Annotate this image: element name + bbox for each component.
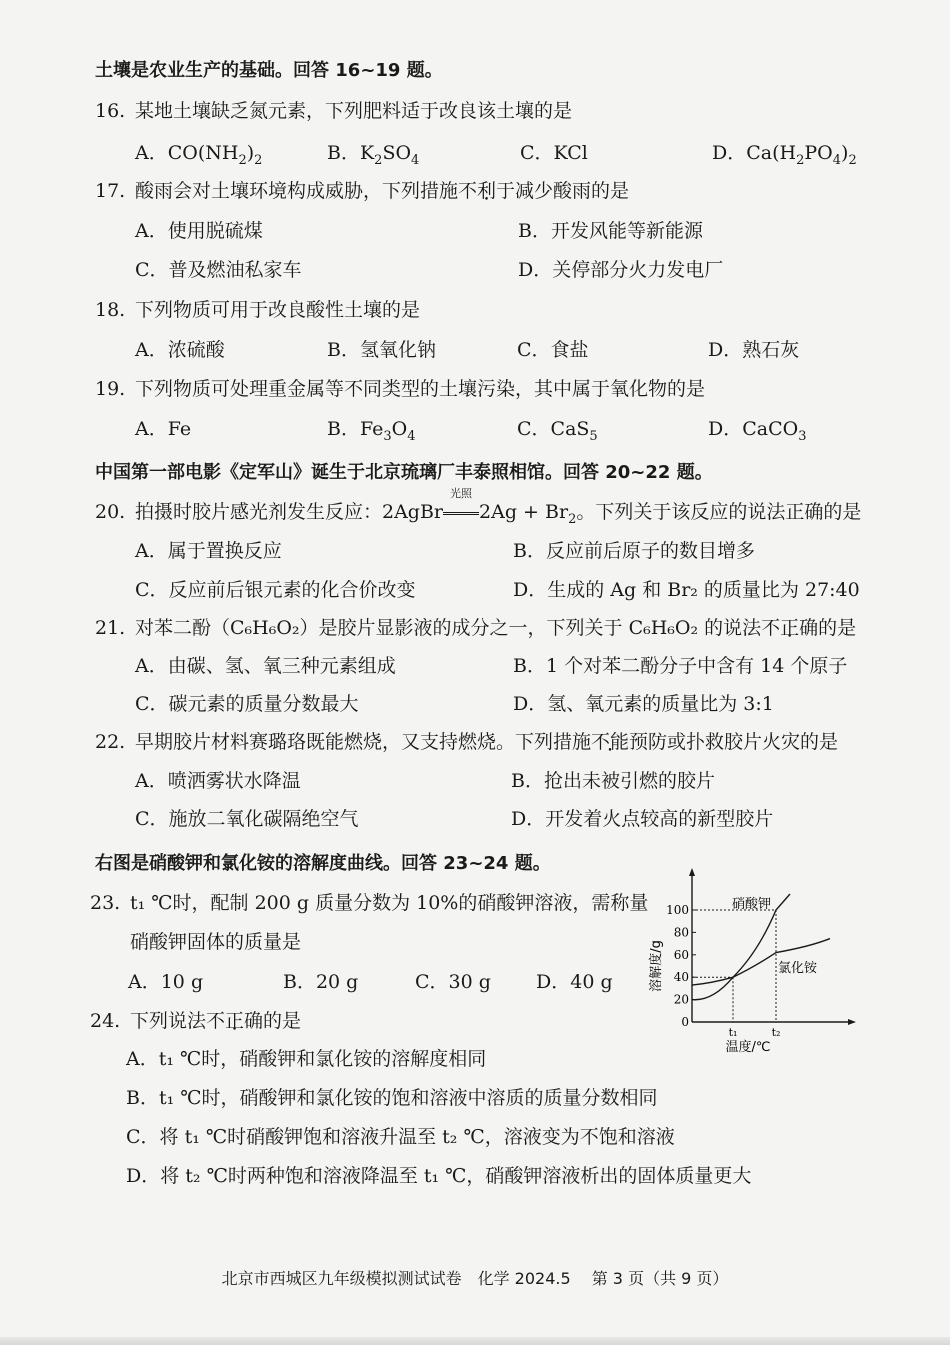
question-stem-post: 预防或扑救胶片火灾的是 — [629, 731, 839, 753]
q24-option-d: D．将 t₂ ℃时两种饱和溶液降温至 t₁ ℃，硝酸钾溶液析出的固体质量更大 — [126, 1165, 752, 1187]
emphasis-text: 不利于 — [458, 180, 516, 202]
q18-option-d: D．熟石灰 — [708, 339, 800, 361]
q16-option-d: D．$Ca(H_2PO_4)_2$ — [712, 142, 857, 168]
page-footer: 北京市西城区九年级模拟测试试卷 化学 2024.5 第 3 页（共 9 页） — [221, 1269, 729, 1288]
q23-option-d: D．40 g — [536, 971, 613, 993]
q17-option-c: C．普及燃油私家车 — [135, 259, 302, 281]
y-tick-label: 60 — [673, 947, 689, 962]
question-stem-tail: 。下列关于该反应的说法正确的是 — [576, 501, 862, 523]
q17-option-b: B．开发风能等新能源 — [518, 220, 703, 242]
q16-option-c: C．KCl — [520, 142, 588, 164]
reaction-products: 2Ag + Br — [479, 501, 569, 523]
question-number: 22. — [95, 731, 126, 753]
question-number: 23. — [90, 892, 121, 914]
q19-option-c: C．CaS$_5$ — [517, 418, 598, 444]
q24-option-b: B．t₁ ℃时，硝酸钾和氯化铵的饱和溶液中溶质的质量分数相同 — [126, 1087, 658, 1109]
q20-option-d: D．生成的 Ag 和 Br₂ 的质量比为 27:40 — [513, 579, 860, 601]
q23-option-b: B．20 g — [283, 971, 359, 993]
question-23 — [90, 891, 648, 915]
section-intro-16-19: 土壤是农业生产的基础。回答 16~19 题。 — [95, 60, 443, 81]
x-tick-label: t₁ — [728, 1026, 738, 1039]
question-23-line2: 硝酸钾固体的质量是 — [130, 931, 302, 953]
question-stem-post: 减少酸雨的是 — [515, 180, 630, 202]
q19-option-a: A．Fe — [135, 418, 192, 440]
question-24 — [90, 1009, 301, 1033]
question-stem-pre: 酸雨会对土壤环境构成威胁，下列措施 — [135, 180, 459, 202]
y-tick-label: 0 — [681, 1015, 689, 1029]
q20-option-a: A．属于置换反应 — [135, 540, 282, 562]
emphasis-text: 不能 — [591, 731, 630, 753]
question-number: 17. — [95, 180, 126, 202]
y-axis-arrow — [689, 868, 695, 876]
question-stem: 下列物质可用于改良酸性土壤的是 — [135, 299, 421, 321]
y-tick-label: 80 — [673, 925, 689, 940]
q22-option-c: C．施放二氧化碳隔绝空气 — [135, 808, 359, 830]
x-tick-label: t₂ — [771, 1026, 781, 1039]
chart-guides — [692, 910, 776, 1022]
question-16 — [95, 99, 572, 123]
section-intro-23-24: 右图是硝酸钾和氯化铵的溶解度曲线。回答 23~24 题。 — [95, 853, 551, 874]
q18-option-c: C．食盐 — [517, 339, 589, 361]
q21-option-d: D．氢、氧元素的质量比为 3:1 — [513, 693, 774, 715]
q19-option-b: B．$Fe_3O_4$ — [327, 418, 416, 444]
question-21 — [95, 616, 856, 640]
q22-option-a: A．喷洒雾状水降温 — [135, 770, 301, 792]
series-label-kno3: 硝酸钾 — [732, 897, 772, 912]
chart-axes — [689, 868, 856, 1025]
q17-option-d: D．关停部分火力发电厂 — [518, 259, 724, 281]
q22-option-b: B．抢出未被引燃的胶片 — [511, 770, 715, 792]
y-axis-label: 溶解度/g — [649, 940, 664, 992]
q17-option-a: A．使用脱硫煤 — [135, 220, 263, 242]
question-18 — [95, 298, 420, 322]
question-20: 20. 拍摄时胶片感光剂发生反应：2AgBr 光照 $2Ag + Br_2$。下列关于该反应的说法正确的是 — [95, 487, 862, 527]
y-tick-label: 40 — [673, 970, 689, 985]
q24-option-c: C．将 t₁ ℃时硝酸钾饱和溶液升温至 t₂ ℃，溶液变为不饱和溶液 — [126, 1126, 675, 1148]
question-22 — [95, 730, 838, 754]
q20-option-c: C．反应前后银元素的化合价改变 — [135, 579, 416, 601]
question-number: 18. — [95, 299, 126, 321]
solubility-curve-chart — [640, 866, 860, 1058]
x-axis-label: 温度/℃ — [725, 1040, 771, 1055]
question-stem-post: 的是 — [263, 1010, 302, 1032]
emphasis-text: 不正确 — [206, 1010, 264, 1032]
q18-option-a: A．浓硫酸 — [135, 339, 225, 361]
q21-option-c: C．碳元素的质量分数最大 — [135, 693, 359, 715]
q22-option-d: D．开发着火点较高的新型胶片 — [511, 808, 774, 830]
q16-option-a: A．$CO(NH_2)_2$ — [135, 142, 263, 168]
emphasis-text: 不正确 — [761, 617, 819, 639]
question-19 — [95, 377, 705, 401]
question-17 — [95, 179, 629, 203]
reaction-condition — [443, 487, 479, 524]
q20-option-b: B．反应前后原子的数目增多 — [513, 540, 755, 562]
scan-edge — [0, 1337, 950, 1345]
question-stem: 某地土壤缺乏氮元素，下列肥料适于改良该土壤的是 — [135, 100, 573, 122]
question-stem-line1: t₁ ℃时，配制 200 g 质量分数为 10%的硝酸钾溶液，需称量 — [130, 892, 649, 914]
section-intro-20-22: 中国第一部电影《定军山》诞生于北京琉璃厂丰泰照相馆。回答 20~22 题。 — [95, 462, 713, 483]
q21-option-b: B．1 个对苯二酚分子中含有 14 个原子 — [513, 655, 848, 677]
question-number: 19. — [95, 378, 126, 400]
question-stem-post: 的是 — [818, 617, 857, 639]
question-number: 24. — [90, 1010, 121, 1032]
x-axis-arrow — [848, 1019, 856, 1025]
question-stem: 下列物质可处理重金属等不同类型的土壤污染，其中属于氧化物的是 — [135, 378, 706, 400]
q16-option-b: B．$K_2SO_4$ — [327, 142, 420, 168]
q23-option-c: C．30 g — [415, 971, 491, 993]
q23-option-a: A．10 g — [128, 971, 204, 993]
question-number: 21. — [95, 617, 126, 639]
q18-option-b: B．氢氧化钠 — [327, 339, 436, 361]
series-label-nh4cl: 氯化铵 — [778, 961, 818, 976]
q24-option-a: A．t₁ ℃时，硝酸钾和氯化铵的溶解度相同 — [126, 1048, 487, 1070]
question-stem: 早期胶片材料赛璐珞既能燃烧，又支持燃烧。下列措施 — [135, 731, 592, 753]
question-stem: 下列说法 — [130, 1010, 207, 1032]
question-stem: 对苯二酚（C₆H₆O₂）是胶片显影液的成分之一，下列关于 C₆H₆O₂ 的说法 — [135, 617, 762, 639]
question-number: 16. — [95, 100, 126, 122]
y-tick-label: 100 — [666, 903, 689, 917]
y-tick-label: 20 — [673, 992, 689, 1007]
q21-option-a: A．由碳、氢、氧三种元素组成 — [135, 655, 396, 677]
chart-ticks — [666, 903, 780, 1039]
question-number: 20. — [95, 501, 126, 523]
question-stem-pre: 拍摄时胶片感光剂发生反应：2AgBr — [135, 501, 444, 523]
q19-option-d: D．CaCO$_3$ — [708, 418, 807, 444]
reaction-condition-label: 光照 — [450, 487, 473, 500]
